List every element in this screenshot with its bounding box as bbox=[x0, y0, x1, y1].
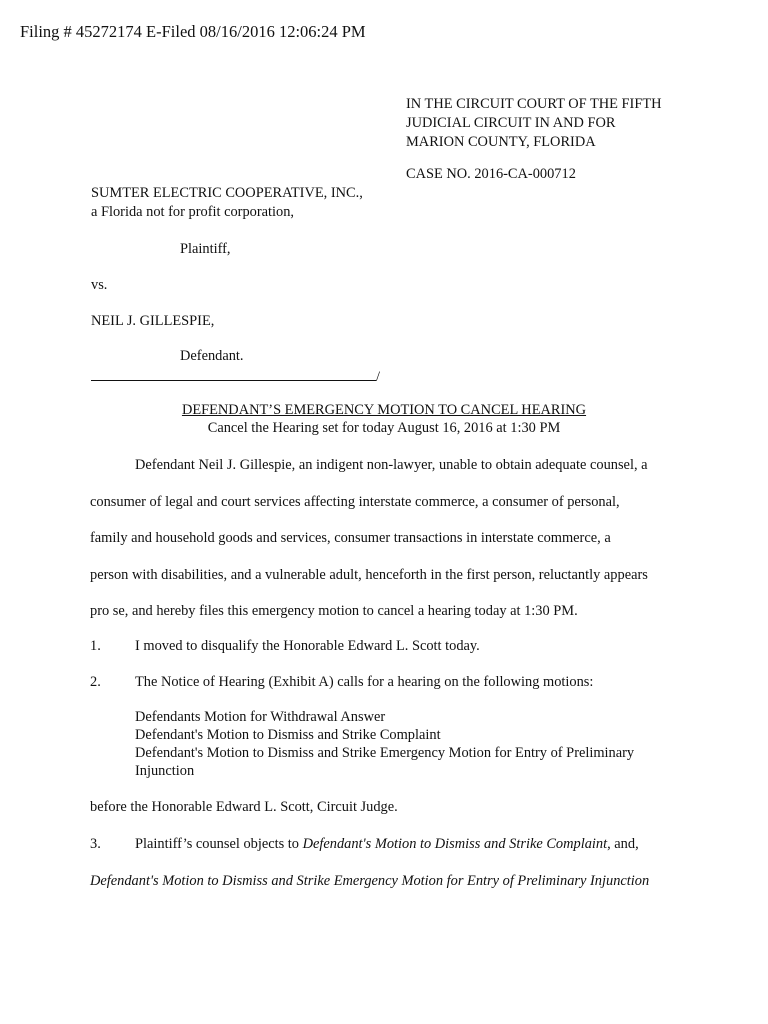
numbered-item-1 bbox=[90, 637, 480, 655]
item-number: 2. bbox=[90, 674, 101, 690]
item-3-continuation bbox=[90, 872, 649, 890]
defendant-role: Defendant. bbox=[180, 348, 244, 364]
item-text-tail: , and, bbox=[607, 836, 639, 852]
numbered-item-3 bbox=[90, 835, 639, 853]
item-number: 1. bbox=[90, 638, 101, 654]
motion-item: Defendant's Motion to Dismiss and Strike Complaint bbox=[135, 727, 441, 743]
motion-item: Defendants Motion for Withdrawal Answer bbox=[135, 709, 386, 725]
motion-item: Defendant's Motion to Dismiss and Strike Emergency Motion for Entry of Preliminary bbox=[135, 745, 635, 761]
intro-line: consumer of legal and court services affecting interstate commerce, a consumer of personal, bbox=[90, 493, 620, 510]
plaintiff-name: SUMTER ELECTRIC COOPERATIVE, INC., bbox=[91, 185, 363, 201]
item-number: 3. bbox=[90, 836, 101, 852]
filing-stamp: Filing # 45272174 E-Filed 08/16/2016 12:06:24 PM bbox=[20, 22, 366, 41]
caption-rule bbox=[91, 366, 380, 386]
item-text: The Notice of Hearing (Exhibit A) calls for a hearing on the following motions: bbox=[135, 674, 594, 690]
intro-line: Defendant Neil J. Gillespie, an indigent non-lawyer, unable to obtain adequate counsel, a bbox=[135, 457, 648, 473]
underline-rule bbox=[91, 366, 376, 381]
motion-title bbox=[0, 401, 768, 437]
court-line: IN THE CIRCUIT COURT OF THE FIFTH bbox=[406, 96, 662, 112]
intro-paragraph bbox=[90, 456, 690, 639]
motions-list bbox=[135, 708, 634, 780]
versus: vs. bbox=[91, 277, 108, 293]
court-line: MARION COUNTY, FLORIDA bbox=[406, 134, 596, 150]
court-line: JUDICIAL CIRCUIT IN AND FOR bbox=[406, 115, 616, 131]
intro-line: family and household goods and services, consumer transactions in interstate commerce, a bbox=[90, 530, 611, 546]
motion-item: Injunction bbox=[135, 763, 195, 779]
plaintiff-role: Plaintiff, bbox=[180, 241, 231, 257]
before-judge-line: before the Honorable Edward L. Scott, Circuit Judge. bbox=[90, 799, 398, 815]
court-heading bbox=[406, 95, 662, 152]
intro-line: person with disabilities, and a vulnerable adult, henceforth in the first person, reluctantly appears bbox=[90, 566, 648, 583]
motion-title-main: DEFENDANT’S EMERGENCY MOTION TO CANCEL HEARING bbox=[181, 402, 587, 418]
intro-line: pro se, and hereby files this emergency motion to cancel a hearing today at 1:30 PM. bbox=[90, 603, 578, 619]
case-number: CASE NO. 2016-CA-000712 bbox=[406, 166, 576, 182]
numbered-item-2 bbox=[90, 673, 593, 691]
motion-subtitle: Cancel the Hearing set for today August 16, 2016 at 1:30 PM bbox=[207, 420, 561, 436]
item-italic-title: Defendant's Motion to Dismiss and Strike Emergency Motion for Entry of Preliminary Injunction bbox=[90, 873, 650, 889]
item-text: I moved to disqualify the Honorable Edward L. Scott today. bbox=[135, 638, 480, 654]
item-italic-title: Defendant's Motion to Dismiss and Strike Complaint bbox=[302, 836, 608, 852]
rule-slash: / bbox=[376, 369, 380, 385]
item-text: Plaintiff’s counsel objects to bbox=[135, 836, 303, 852]
plaintiff-caption bbox=[91, 184, 363, 222]
defendant-name: NEIL J. GILLESPIE, bbox=[91, 313, 215, 329]
plaintiff-description: a Florida not for profit corporation, bbox=[91, 204, 295, 220]
